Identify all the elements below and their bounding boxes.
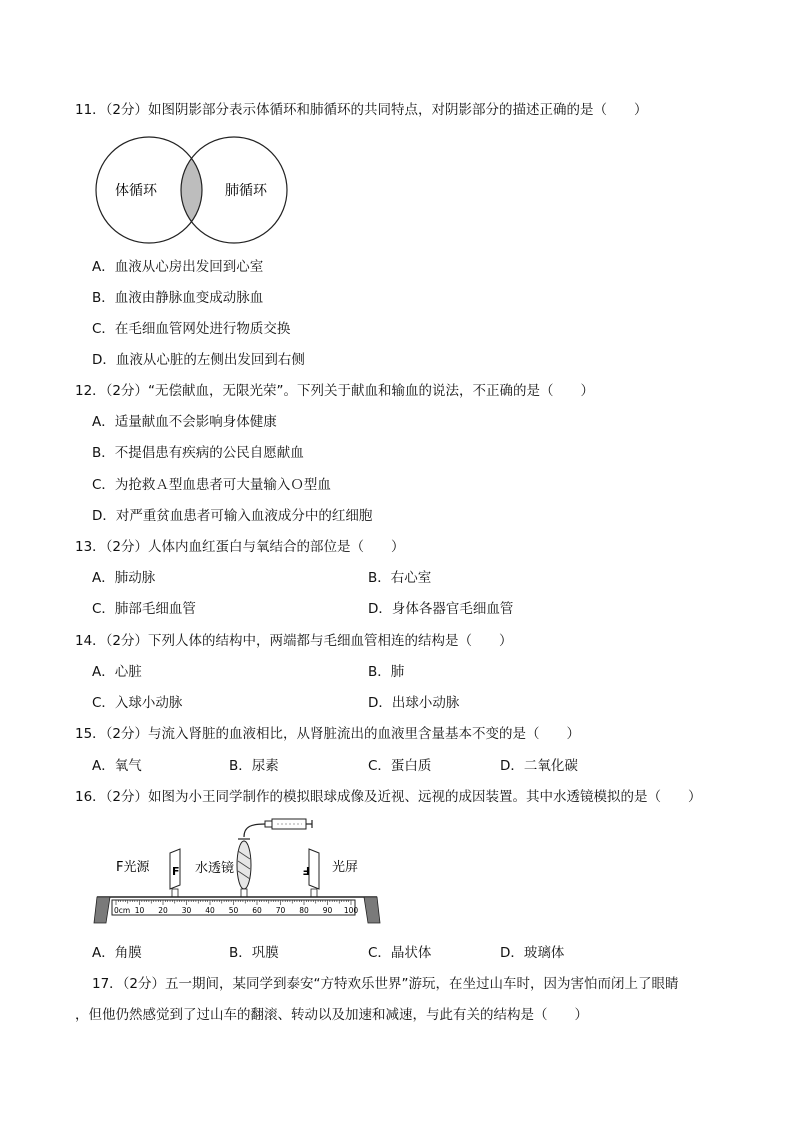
q12-option-b: B．不提倡患有疾病的公民自愿献血 [92,445,304,461]
ruler-tick-label: 80 [299,906,309,915]
ruler-tick-label: 40 [205,906,215,915]
ruler-tick-label: 60 [252,906,262,915]
question-15-stem: 15．（2分）与流入肾脏的血液相比，从肾脏流出的血液里含量基本不变的是（ ） [75,726,581,742]
q13-option-a: A．肺动脉 [92,570,156,586]
q16-option-a: A．角膜 [92,945,142,961]
q15-option-d: D．二氧化碳 [500,758,578,774]
ruler-tick-label: 100 [343,906,359,915]
source-letter: F [172,865,180,878]
light-source-card [170,849,180,897]
venn-left-label: 体循环 [115,183,157,199]
ruler-tick-label: 30 [181,906,192,915]
q15-option-b: B．尿素 [229,758,279,774]
question-13-stem: 13．（2分）人体内血红蛋白与氧结合的部位是（ ） [75,539,405,555]
water-lens-icon [237,841,251,897]
question-17-stem-line1: 17．（2分）五一期间，某同学到泰安“方特欢乐世界”游玩，在坐过山车时，因为害怕而闭上了眼睛 [92,976,679,992]
question-17-stem-line2: ，但他仍然感觉到了过山车的翻滚、转动以及加速和减速，与此有关的结构是（ ） [75,1007,588,1023]
screen-letter: F [302,864,310,877]
syringe-icon [238,819,312,839]
q12-option-c: C．为抢救Ａ型血患者可大量输入Ｏ型血 [92,477,331,493]
water-lens-label: 水透镜 [195,861,235,876]
ruler-tick-label: 20 [158,906,168,915]
venn-diagram [95,135,290,247]
q16-option-d: D．玻璃体 [500,945,565,961]
question-16-stem: 16．（2分）如图为小王同学制作的模拟眼球成像及近视、远视的成因装置。其中水透镜模拟的是（ ） [75,789,702,805]
q14-option-d: D．出球小动脉 [368,695,460,711]
ruler-tick-label: 70 [275,906,286,915]
q16-option-b: B．巩膜 [229,945,279,961]
q12-option-d: D．对严重贫血患者可输入血液成分中的红细胞 [92,508,373,524]
q15-option-c: C．蛋白质 [368,758,432,774]
q11-option-a: A．血液从心房出发回到心室 [92,259,264,275]
light-source-label: F光源 [116,860,150,875]
optical-bench [94,897,380,923]
q16-option-c: C．晶状体 [368,945,432,961]
ruler-tick-label: 90 [322,906,333,915]
q11-option-b: B．血液由静脉血变成动脉血 [92,290,264,306]
question-12-stem: 12．（2分）“无偿献血，无限光荣”。下列关于献血和输血的说法，不正确的是（ ） [75,383,595,399]
ruler-tick-label: 50 [228,906,239,915]
ruler-tick-label: 0cm [114,906,131,915]
q14-option-b: B．肺 [368,664,405,680]
venn-right-label: 肺循环 [225,183,267,199]
question-14-stem: 14．（2分）下列人体的结构中，两端都与毛细血管相连的结构是（ ） [75,633,513,649]
q13-option-c: C．肺部毛细血管 [92,601,196,617]
q14-option-c: C．入球小动脉 [92,695,183,711]
screen-card [302,849,319,897]
q12-option-a: A．适量献血不会影响身体健康 [92,414,277,430]
q14-option-a: A．心脏 [92,664,142,680]
question-11-stem: 11．（2分）如图阴影部分表示体循环和肺循环的共同特点，对阴影部分的描述正确的是（ ） [75,102,648,118]
eye-model-apparatus [92,813,382,928]
q11-option-c: C．在毛细血管网处进行物质交换 [92,321,291,337]
q15-option-a: A．氧气 [92,758,142,774]
ruler-tick-label: 10 [134,906,145,915]
q13-option-b: B．右心室 [368,570,432,586]
q11-option-d: D．血液从心脏的左侧出发回到右侧 [92,352,305,368]
q13-option-d: D．身体各器官毛细血管 [368,601,514,617]
screen-label: 光屏 [332,860,359,875]
